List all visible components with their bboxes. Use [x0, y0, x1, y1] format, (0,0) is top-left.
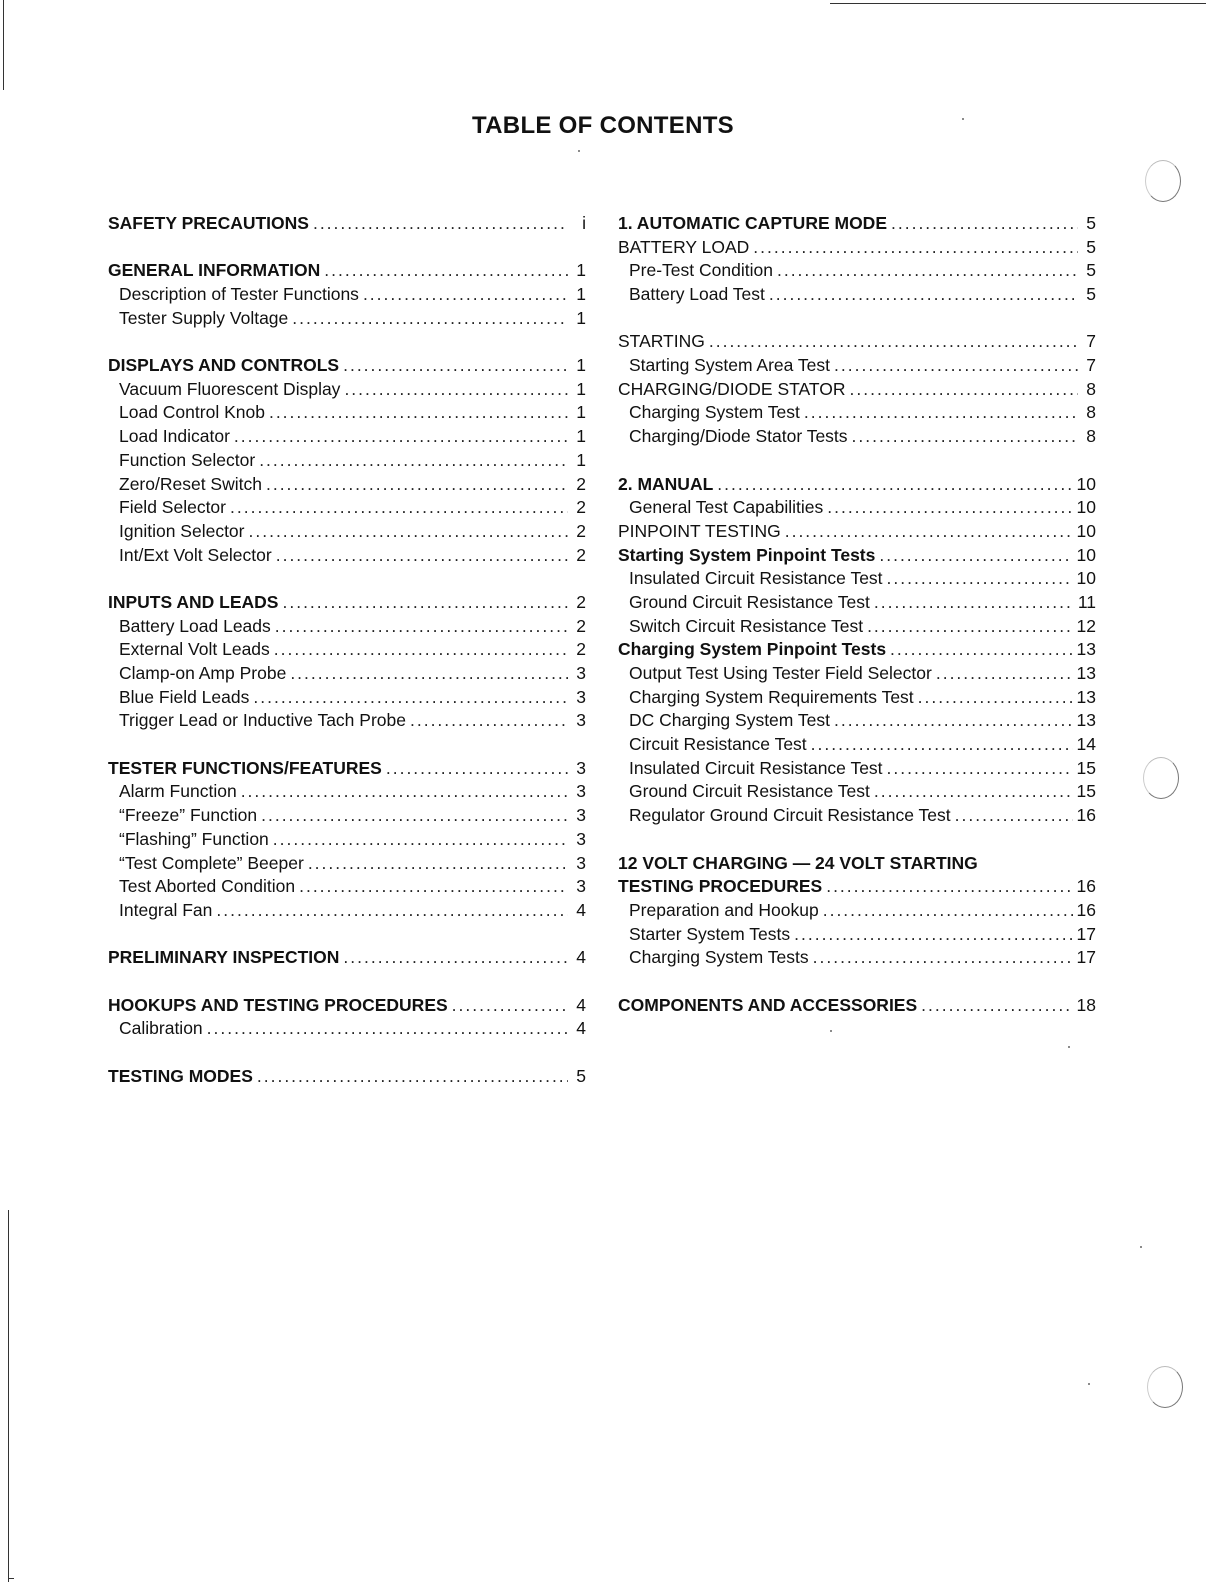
toc-subentry[interactable]	[108, 473, 586, 497]
dot-leader	[343, 354, 568, 378]
toc-entry-label: General Test Capabilities	[629, 497, 824, 518]
toc-entry-label: 12 VOLT CHARGING — 24 VOLT STARTING	[618, 852, 978, 873]
toc-entry-label: Zero/Reset Switch	[119, 473, 262, 494]
toc-entry-label: Clamp-on Amp Probe	[119, 663, 287, 684]
toc-page-number: 3	[576, 710, 586, 731]
toc-subentry[interactable]	[618, 781, 1096, 805]
toc-page-number: 16	[1076, 876, 1096, 897]
dot-leader	[834, 709, 1073, 733]
dot-leader	[313, 212, 568, 236]
dot-leader	[259, 449, 568, 473]
toc-page-number: 1	[576, 355, 586, 376]
toc-entry-label: Insulated Circuit Resistance Test	[629, 568, 883, 589]
toc-page-number: 10	[1076, 473, 1096, 494]
toc-subentry[interactable]	[108, 615, 586, 639]
dot-leader	[918, 686, 1073, 710]
toc-page-number: 4	[576, 899, 586, 920]
dot-leader	[811, 733, 1073, 757]
toc-entry-label: “Flashing” Function	[119, 828, 269, 849]
toc-entry-label: Circuit Resistance Test	[629, 734, 807, 755]
toc-entry-label: TESTER FUNCTIONS/FEATURES	[108, 757, 382, 778]
toc-subentry[interactable]	[108, 425, 586, 449]
toc-subentry[interactable]	[108, 283, 586, 307]
toc-page-number: 3	[576, 663, 586, 684]
toc-entry-label: Trigger Lead or Inductive Tach Probe	[119, 710, 406, 731]
toc-entry-label: Calibration	[119, 1018, 203, 1039]
toc-page-number: 5	[1086, 212, 1096, 233]
dot-leader	[823, 899, 1073, 923]
toc-subentry[interactable]	[618, 591, 1096, 615]
toc-subentry[interactable]	[108, 378, 586, 402]
toc-page-number: 16	[1076, 899, 1096, 920]
toc-page-number: 13	[1076, 639, 1096, 660]
toc-entry-label: Starter System Tests	[629, 923, 791, 944]
toc-entry-label: DC Charging System Test	[629, 710, 831, 731]
toc-page-number: 8	[1086, 426, 1096, 447]
toc-entry[interactable]	[108, 591, 586, 615]
toc-page-number: 10	[1076, 497, 1096, 518]
toc-subentry[interactable]	[618, 402, 1096, 426]
dot-leader	[850, 378, 1078, 402]
binder-hole-middle	[1143, 757, 1179, 799]
toc-entry-label: Battery Load Test	[629, 284, 765, 305]
dot-leader	[363, 283, 568, 307]
toc-page-number: 2	[576, 544, 586, 565]
toc-entry-label: CHARGING/DIODE STATOR	[618, 378, 846, 399]
dot-leader	[276, 544, 568, 568]
toc-entry[interactable]	[108, 354, 586, 378]
toc-page-number: 13	[1076, 663, 1096, 684]
toc-page-number: i	[582, 212, 586, 233]
toc-entry-label: Blue Field Leads	[119, 686, 250, 707]
toc-page-number: 2	[576, 591, 586, 612]
toc-subentry[interactable]	[108, 496, 586, 520]
speck	[1068, 1046, 1070, 1048]
toc-entry-label: “Test Complete” Beeper	[119, 852, 304, 873]
toc-page-number: 1	[576, 260, 586, 281]
toc-subentry[interactable]	[618, 283, 1096, 307]
toc-page-number: 5	[1086, 236, 1096, 257]
toc-spacer	[618, 970, 1096, 994]
toc-page-number: 1	[576, 402, 586, 423]
toc-subentry[interactable]	[108, 804, 586, 828]
dot-leader	[257, 1065, 568, 1089]
toc-entry-label: Pre-Test Condition	[629, 260, 773, 281]
toc-entry[interactable]	[108, 212, 586, 236]
dot-leader	[879, 544, 1072, 568]
toc-subentry[interactable]	[108, 899, 586, 923]
dot-leader	[249, 520, 569, 544]
dot-leader	[410, 709, 568, 733]
toc-subentry[interactable]	[618, 259, 1096, 283]
toc-entry-label: Output Test Using Tester Field Selector	[629, 663, 932, 684]
toc-entry-label: Switch Circuit Resistance Test	[629, 615, 864, 636]
toc-page-number: 17	[1076, 947, 1096, 968]
toc-subentry[interactable]	[618, 686, 1096, 710]
dot-leader	[777, 259, 1078, 283]
dot-leader	[269, 401, 568, 425]
dot-leader	[891, 212, 1078, 236]
dot-leader	[207, 1017, 568, 1041]
toc-entry-label: SAFETY PRECAUTIONS	[108, 212, 309, 233]
toc-subentry[interactable]	[618, 946, 1096, 970]
toc-subentry[interactable]	[108, 449, 586, 473]
dot-leader	[290, 662, 568, 686]
toc-subentry[interactable]	[618, 496, 1096, 520]
toc-spacer	[618, 307, 1096, 331]
toc-entry[interactable]	[618, 236, 1096, 260]
toc-spacer	[108, 236, 586, 260]
scan-edge-top	[830, 3, 1206, 4]
dot-leader	[273, 828, 568, 852]
toc-page-number: 13	[1076, 686, 1096, 707]
toc-entry-label: Starting System Pinpoint Tests	[618, 544, 876, 565]
toc-page-number: 10	[1076, 568, 1096, 589]
toc-entry-label: Test Aborted Condition	[119, 876, 296, 897]
dot-leader	[826, 875, 1072, 899]
dot-leader	[274, 638, 568, 662]
toc-entry-label: Insulated Circuit Resistance Test	[629, 757, 883, 778]
toc-page-number: 11	[1077, 591, 1096, 612]
toc-page-number: 1	[576, 449, 586, 470]
dot-leader	[452, 994, 568, 1018]
dot-leader	[769, 283, 1078, 307]
toc-entry[interactable]	[108, 994, 586, 1018]
toc-page-number: 3	[576, 805, 586, 826]
toc-page-number: 18	[1076, 994, 1096, 1015]
toc-subentry[interactable]	[618, 733, 1096, 757]
toc-page-number: 7	[1086, 355, 1096, 376]
toc-page-number: 13	[1076, 710, 1096, 731]
toc-page-number: 3	[576, 852, 586, 873]
toc-page-number: 4	[576, 947, 586, 968]
toc-entry[interactable]	[108, 757, 586, 781]
scan-edge-left	[8, 1210, 9, 1582]
toc-entry-label: Regulator Ground Circuit Resistance Test	[629, 805, 951, 826]
dot-leader	[241, 780, 568, 804]
toc-page-number: 5	[1086, 284, 1096, 305]
toc-subentry[interactable]	[108, 828, 586, 852]
toc-entry-label: Field Selector	[119, 497, 226, 518]
toc-entry-label: Starting System Area Test	[629, 355, 831, 376]
toc-subentry[interactable]	[618, 757, 1096, 781]
dot-leader	[324, 259, 568, 283]
toc-page-number: 2	[576, 615, 586, 636]
toc-subentry[interactable]	[618, 567, 1096, 591]
dot-leader	[275, 615, 568, 639]
toc-entry-label: Ground Circuit Resistance Test	[629, 781, 870, 802]
toc-entry-label: Charging System Pinpoint Tests	[618, 639, 887, 660]
dot-leader	[936, 662, 1073, 686]
toc-subentry[interactable]	[618, 615, 1096, 639]
toc-subentry[interactable]	[108, 686, 586, 710]
dot-leader	[813, 946, 1073, 970]
dot-leader	[804, 401, 1078, 425]
toc-page-number: 15	[1076, 757, 1096, 778]
toc-entry-label: Preparation and Hookup	[629, 899, 819, 920]
dot-leader	[852, 425, 1078, 449]
dot-leader	[887, 567, 1073, 591]
toc-page-number: 3	[576, 757, 586, 778]
speck	[1140, 1246, 1142, 1248]
toc-subentry[interactable]	[108, 1017, 586, 1041]
toc-page-number: 4	[576, 994, 586, 1015]
toc-entry-label: 2. MANUAL	[618, 473, 714, 494]
toc-page-number: 14	[1076, 734, 1096, 755]
toc-subentry[interactable]	[618, 923, 1096, 947]
toc-entry-label: TESTING PROCEDURES	[618, 876, 823, 897]
dot-leader	[261, 804, 568, 828]
dot-leader	[955, 804, 1073, 828]
toc-entry-label: Ignition Selector	[119, 520, 245, 541]
binder-hole-top	[1145, 160, 1181, 202]
toc-page-number: 2	[576, 520, 586, 541]
dot-leader	[343, 946, 568, 970]
toc-entry-label: Charging/Diode Stator Tests	[629, 426, 848, 447]
dot-leader	[292, 307, 568, 331]
toc-entry[interactable]	[618, 212, 1096, 236]
toc-page-number: 12	[1076, 615, 1096, 636]
toc-entry[interactable]	[108, 946, 586, 970]
dot-leader	[344, 378, 568, 402]
dot-leader	[921, 994, 1072, 1018]
toc-entry[interactable]	[108, 1065, 586, 1089]
speck	[578, 150, 580, 152]
toc-entry-label: INPUTS AND LEADS	[108, 591, 279, 612]
dot-leader	[282, 591, 568, 615]
speck	[830, 1030, 832, 1032]
toc-entry-label: Battery Load Leads	[119, 615, 271, 636]
toc-page-number: 8	[1086, 402, 1096, 423]
scan-edge-left-top	[3, 0, 4, 90]
toc-page-number: 1	[576, 284, 586, 305]
toc-subentry[interactable]	[108, 544, 586, 568]
toc-entry-label: Function Selector	[119, 449, 256, 470]
toc-spacer	[108, 1041, 586, 1065]
page-title: TABLE OF CONTENTS	[472, 112, 734, 139]
toc-entry[interactable]	[618, 875, 1096, 899]
toc-entry-label: HOOKUPS AND TESTING PROCEDURES	[108, 994, 448, 1015]
toc-entry-label: Load Control Knob	[119, 402, 265, 423]
toc-spacer	[108, 733, 586, 757]
dot-leader	[709, 330, 1078, 354]
dot-leader	[867, 615, 1072, 639]
toc-entry-label: Charging System Requirements Test	[629, 686, 914, 707]
toc-entry-label: Charging System Test	[629, 402, 800, 423]
toc-entry-label: BATTERY LOAD	[618, 236, 750, 257]
toc-spacer	[618, 449, 1096, 473]
toc-page-number: 10	[1076, 520, 1096, 541]
toc-subentry[interactable]	[108, 875, 586, 899]
toc-page-number: 1	[576, 378, 586, 399]
dot-leader	[794, 923, 1072, 947]
toc-page-number: 15	[1076, 781, 1096, 802]
toc-entry[interactable]	[618, 378, 1096, 402]
toc-entry[interactable]	[618, 520, 1096, 544]
toc-page-number: 7	[1086, 331, 1096, 352]
toc-subentry[interactable]	[108, 402, 586, 426]
toc-spacer	[108, 330, 586, 354]
toc-subentry[interactable]	[108, 662, 586, 686]
dot-leader	[253, 686, 568, 710]
toc-spacer	[618, 828, 1096, 852]
toc-subentry[interactable]	[108, 638, 586, 662]
toc-page-number: 5	[1086, 260, 1096, 281]
toc-page-number: 3	[576, 686, 586, 707]
speck	[1088, 1383, 1090, 1385]
dot-leader	[874, 591, 1074, 615]
dot-leader	[890, 638, 1072, 662]
toc-entry[interactable]	[618, 330, 1096, 354]
toc-entry-label: Integral Fan	[119, 899, 213, 920]
toc-page-number: 3	[576, 781, 586, 802]
toc-entry[interactable]	[618, 994, 1096, 1018]
scan-edge-bottom	[8, 1578, 14, 1579]
toc-page-number: 1	[576, 426, 586, 447]
toc-entry-label: GENERAL INFORMATION	[108, 260, 321, 281]
toc-page-number: 16	[1076, 805, 1096, 826]
toc-subentry[interactable]	[108, 307, 586, 331]
toc-subentry[interactable]	[108, 852, 586, 876]
toc-left-column	[108, 212, 586, 1088]
toc-subentry[interactable]	[618, 899, 1096, 923]
toc-entry-label: Alarm Function	[119, 781, 237, 802]
dot-leader	[827, 496, 1072, 520]
toc-entry[interactable]	[618, 852, 1096, 876]
toc-page-number: 2	[576, 497, 586, 518]
dot-leader	[785, 520, 1073, 544]
toc-entry-label: Description of Tester Functions	[119, 284, 359, 305]
toc-right-column	[618, 212, 1096, 1017]
toc-subentry[interactable]	[618, 662, 1096, 686]
dot-leader	[834, 354, 1078, 378]
dot-leader	[386, 757, 568, 781]
dot-leader	[753, 236, 1078, 260]
toc-entry[interactable]	[618, 473, 1096, 497]
toc-spacer	[108, 923, 586, 947]
toc-entry[interactable]	[108, 259, 586, 283]
toc-page-number: 17	[1076, 923, 1096, 944]
toc-subentry[interactable]	[108, 709, 586, 733]
toc-entry-label: COMPONENTS AND ACCESSORIES	[618, 994, 918, 1015]
toc-page-number: 3	[576, 876, 586, 897]
toc-entry-label: Int/Ext Volt Selector	[119, 544, 272, 565]
toc-spacer	[108, 970, 586, 994]
toc-page-number: 8	[1086, 378, 1096, 399]
toc-page-number: 5	[576, 1065, 586, 1086]
dot-leader	[308, 852, 568, 876]
toc-entry-label: External Volt Leads	[119, 639, 270, 660]
dot-leader	[230, 496, 568, 520]
toc-subentry[interactable]	[618, 709, 1096, 733]
toc-entry-label: STARTING	[618, 331, 705, 352]
toc-subentry[interactable]	[108, 520, 586, 544]
toc-entry-label: Load Indicator	[119, 426, 230, 447]
binder-hole-bottom	[1147, 1366, 1183, 1408]
toc-entry-label: “Freeze” Function	[119, 805, 258, 826]
toc-entry-label: TESTING MODES	[108, 1065, 253, 1086]
dot-leader	[299, 875, 568, 899]
toc-entry-label: Tester Supply Voltage	[119, 307, 289, 328]
toc-entry[interactable]	[618, 544, 1096, 568]
dot-leader	[266, 473, 568, 497]
toc-spacer	[108, 567, 586, 591]
dot-leader	[887, 757, 1073, 781]
toc-entry-label: 1. AUTOMATIC CAPTURE MODE	[618, 212, 887, 233]
dot-leader	[874, 780, 1073, 804]
toc-entry-label: Vacuum Fluorescent Display	[119, 378, 341, 399]
toc-entry[interactable]	[618, 638, 1096, 662]
toc-subentry[interactable]	[618, 425, 1096, 449]
toc-page-number: 3	[576, 828, 586, 849]
toc-page-number: 1	[576, 307, 586, 328]
dot-leader	[717, 473, 1072, 497]
toc-entry-label: Ground Circuit Resistance Test	[629, 591, 870, 612]
toc-entry-label: DISPLAYS AND CONTROLS	[108, 355, 340, 376]
dot-leader	[234, 425, 568, 449]
toc-subentry[interactable]	[618, 354, 1096, 378]
toc-entry-label: Charging System Tests	[629, 947, 809, 968]
toc-page-number: 4	[576, 1018, 586, 1039]
toc-entry-label: PRELIMINARY INSPECTION	[108, 947, 340, 968]
toc-page-number: 2	[576, 639, 586, 660]
toc-subentry[interactable]	[618, 804, 1096, 828]
toc-entry-label: PINPOINT TESTING	[618, 520, 781, 541]
toc-page-number: 10	[1076, 544, 1096, 565]
toc-subentry[interactable]	[108, 781, 586, 805]
dot-leader	[216, 899, 568, 923]
toc-page-number: 2	[576, 473, 586, 494]
